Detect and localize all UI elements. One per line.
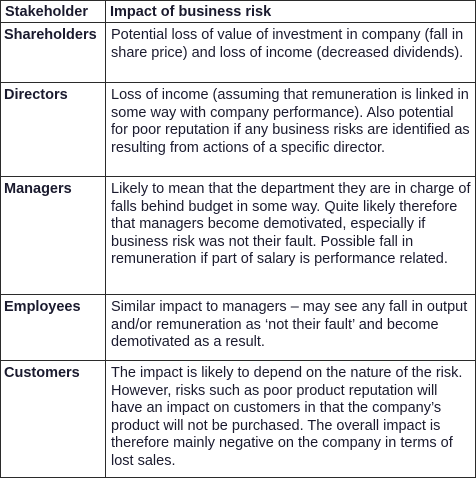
table-row <box>1 177 476 295</box>
stakeholder-cell: Managers <box>1 177 106 295</box>
impact-cell: The impact is likely to depend on the nature of the risk. However, risks such as poor product reputation will have an impact on customers in that the company’s product will not be purchased. The overall impact is therefore mainly negative on the company in terms of lost sales. <box>106 361 476 478</box>
table-row <box>1 23 476 83</box>
stakeholder-cell: Directors <box>1 83 106 177</box>
table-body <box>1 23 476 478</box>
table-row <box>1 295 476 361</box>
table-header <box>1 1 476 23</box>
table-row <box>1 83 476 177</box>
table-row <box>1 361 476 478</box>
impact-cell: Likely to mean that the department they are in charge of falls behind budget in some way. Quite likely therefore that managers become demotivated, especially if business risk was not their fault. Possible fall in remuneration if part of salary is performance related. <box>106 177 476 295</box>
impact-cell: Potential loss of value of investment in company (fall in share price) and loss of income (decreased dividends). <box>106 23 476 83</box>
header-row <box>1 1 476 23</box>
header-impact: Impact of business risk <box>106 1 476 23</box>
stakeholder-cell: Shareholders <box>1 23 106 83</box>
impact-cell: Similar impact to managers – may see any fall in output and/or remuneration as ‘not their fault’ and become demotivated as a result. <box>106 295 476 361</box>
stakeholder-cell: Employees <box>1 295 106 361</box>
stakeholder-cell: Customers <box>1 361 106 478</box>
header-stakeholder: Stakeholder <box>1 1 106 23</box>
impact-cell: Loss of income (assuming that remuneration is linked in some way with company performance). Also potential for poor reputation if any business risks are identified as resulting from actions of a specific director. <box>106 83 476 177</box>
